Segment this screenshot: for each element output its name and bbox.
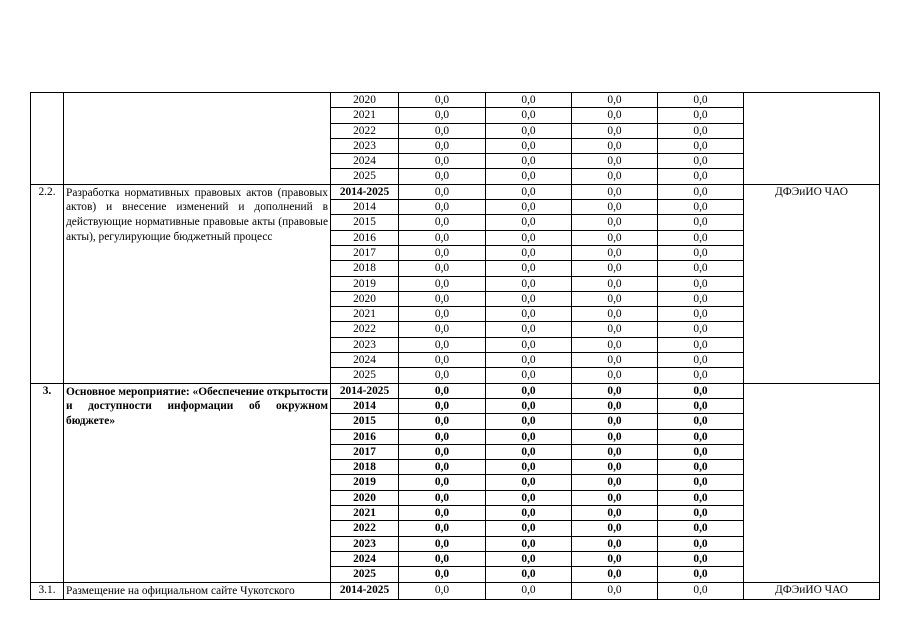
value-cell: 0,0 — [658, 154, 744, 169]
value-cell: 0,0 — [486, 383, 572, 398]
value-cell: 0,0 — [399, 551, 486, 566]
value-cell: 0,0 — [658, 475, 744, 490]
value-cell: 0,0 — [399, 184, 486, 199]
row-number-cell — [31, 93, 64, 185]
value-cell: 0,0 — [572, 245, 658, 260]
value-cell: 0,0 — [399, 261, 486, 276]
value-cell: 0,0 — [486, 536, 572, 551]
value-cell: 0,0 — [486, 490, 572, 505]
value-cell: 0,0 — [658, 245, 744, 260]
year-cell: 2025 — [331, 567, 399, 582]
budget-table — [30, 92, 880, 600]
value-cell: 0,0 — [658, 521, 744, 536]
value-cell: 0,0 — [486, 398, 572, 413]
value-cell: 0,0 — [572, 567, 658, 582]
value-cell: 0,0 — [486, 215, 572, 230]
value-cell: 0,0 — [572, 261, 658, 276]
year-cell: 2016 — [331, 230, 399, 245]
value-cell: 0,0 — [399, 169, 486, 184]
value-cell: 0,0 — [486, 337, 572, 352]
value-cell: 0,0 — [572, 200, 658, 215]
table-row — [31, 582, 880, 600]
value-cell: 0,0 — [572, 490, 658, 505]
year-cell: 2022 — [331, 322, 399, 337]
year-cell: 2023 — [331, 138, 399, 153]
value-cell: 0,0 — [399, 291, 486, 306]
value-cell: 0,0 — [486, 307, 572, 322]
value-cell: 0,0 — [486, 291, 572, 306]
year-cell: 2014-2025 — [331, 383, 399, 398]
value-cell: 0,0 — [486, 429, 572, 444]
table-row — [31, 93, 880, 108]
value-cell: 0,0 — [399, 93, 486, 108]
value-cell: 0,0 — [486, 368, 572, 383]
value-cell: 0,0 — [486, 322, 572, 337]
year-cell: 2014-2025 — [331, 582, 399, 600]
value-cell: 0,0 — [572, 123, 658, 138]
value-cell: 0,0 — [399, 398, 486, 413]
value-cell: 0,0 — [486, 475, 572, 490]
value-cell: 0,0 — [486, 230, 572, 245]
value-cell: 0,0 — [399, 414, 486, 429]
value-cell: 0,0 — [486, 582, 572, 600]
value-cell: 0,0 — [572, 460, 658, 475]
value-cell: 0,0 — [658, 291, 744, 306]
value-cell: 0,0 — [399, 475, 486, 490]
value-cell: 0,0 — [658, 322, 744, 337]
value-cell: 0,0 — [572, 184, 658, 199]
value-cell: 0,0 — [658, 368, 744, 383]
row-number-cell: 3. — [31, 383, 64, 582]
year-cell: 2015 — [331, 215, 399, 230]
value-cell: 0,0 — [572, 337, 658, 352]
table-row — [31, 383, 880, 398]
value-cell: 0,0 — [572, 383, 658, 398]
value-cell: 0,0 — [486, 184, 572, 199]
value-cell: 0,0 — [572, 414, 658, 429]
value-cell: 0,0 — [399, 490, 486, 505]
description-cell — [64, 93, 331, 185]
table-body — [31, 93, 880, 600]
year-cell: 2020 — [331, 291, 399, 306]
executor-cell: ДФЭиИО ЧАО — [744, 184, 880, 383]
value-cell: 0,0 — [658, 93, 744, 108]
value-cell: 0,0 — [658, 184, 744, 199]
value-cell: 0,0 — [572, 506, 658, 521]
value-cell: 0,0 — [572, 154, 658, 169]
value-cell: 0,0 — [399, 444, 486, 459]
row-number-cell: 3.1. — [31, 582, 64, 600]
value-cell: 0,0 — [658, 230, 744, 245]
year-cell: 2015 — [331, 414, 399, 429]
value-cell: 0,0 — [486, 154, 572, 169]
value-cell: 0,0 — [572, 429, 658, 444]
year-cell: 2019 — [331, 475, 399, 490]
value-cell: 0,0 — [658, 307, 744, 322]
value-cell: 0,0 — [399, 506, 486, 521]
value-cell: 0,0 — [658, 506, 744, 521]
year-cell: 2018 — [331, 261, 399, 276]
value-cell: 0,0 — [486, 414, 572, 429]
year-cell: 2021 — [331, 307, 399, 322]
value-cell: 0,0 — [399, 154, 486, 169]
year-cell: 2014 — [331, 200, 399, 215]
value-cell: 0,0 — [486, 108, 572, 123]
year-cell: 2024 — [331, 154, 399, 169]
value-cell: 0,0 — [572, 398, 658, 413]
value-cell: 0,0 — [399, 567, 486, 582]
value-cell: 0,0 — [399, 215, 486, 230]
value-cell: 0,0 — [399, 138, 486, 153]
year-cell: 2020 — [331, 93, 399, 108]
year-cell: 2022 — [331, 521, 399, 536]
value-cell: 0,0 — [572, 276, 658, 291]
value-cell: 0,0 — [399, 521, 486, 536]
value-cell: 0,0 — [399, 108, 486, 123]
description-cell: Размещение на официальном сайте Чукотского — [64, 582, 331, 600]
value-cell: 0,0 — [658, 536, 744, 551]
value-cell: 0,0 — [399, 123, 486, 138]
value-cell: 0,0 — [572, 444, 658, 459]
value-cell: 0,0 — [658, 460, 744, 475]
value-cell: 0,0 — [572, 551, 658, 566]
year-cell: 2014 — [331, 398, 399, 413]
value-cell: 0,0 — [486, 353, 572, 368]
year-cell: 2017 — [331, 245, 399, 260]
value-cell: 0,0 — [399, 429, 486, 444]
year-cell: 2025 — [331, 169, 399, 184]
value-cell: 0,0 — [572, 93, 658, 108]
executor-cell: ДФЭиИО ЧАО — [744, 582, 880, 600]
value-cell: 0,0 — [572, 475, 658, 490]
value-cell: 0,0 — [572, 322, 658, 337]
value-cell: 0,0 — [572, 138, 658, 153]
value-cell: 0,0 — [658, 261, 744, 276]
year-cell: 2021 — [331, 108, 399, 123]
year-cell: 2017 — [331, 444, 399, 459]
value-cell: 0,0 — [486, 551, 572, 566]
year-cell: 2016 — [331, 429, 399, 444]
executor-cell — [744, 93, 880, 185]
value-cell: 0,0 — [486, 444, 572, 459]
value-cell: 0,0 — [486, 123, 572, 138]
value-cell: 0,0 — [486, 506, 572, 521]
value-cell: 0,0 — [658, 200, 744, 215]
value-cell: 0,0 — [399, 383, 486, 398]
value-cell: 0,0 — [486, 276, 572, 291]
value-cell: 0,0 — [658, 337, 744, 352]
value-cell: 0,0 — [486, 169, 572, 184]
value-cell: 0,0 — [572, 108, 658, 123]
value-cell: 0,0 — [658, 138, 744, 153]
value-cell: 0,0 — [486, 245, 572, 260]
value-cell: 0,0 — [658, 383, 744, 398]
value-cell: 0,0 — [572, 353, 658, 368]
value-cell: 0,0 — [658, 108, 744, 123]
year-cell: 2019 — [331, 276, 399, 291]
value-cell: 0,0 — [486, 460, 572, 475]
value-cell: 0,0 — [572, 215, 658, 230]
value-cell: 0,0 — [658, 276, 744, 291]
executor-cell — [744, 383, 880, 582]
value-cell: 0,0 — [486, 567, 572, 582]
value-cell: 0,0 — [572, 521, 658, 536]
value-cell: 0,0 — [572, 291, 658, 306]
description-cell: Основное мероприятие: «Обеспечение открытости и доступности информации об окружном бюджете» — [64, 383, 331, 582]
value-cell: 0,0 — [658, 490, 744, 505]
value-cell: 0,0 — [658, 551, 744, 566]
year-cell: 2023 — [331, 337, 399, 352]
year-cell: 2018 — [331, 460, 399, 475]
value-cell: 0,0 — [572, 307, 658, 322]
value-cell: 0,0 — [658, 414, 744, 429]
year-cell: 2022 — [331, 123, 399, 138]
value-cell: 0,0 — [658, 567, 744, 582]
row-number-cell: 2.2. — [31, 184, 64, 383]
value-cell: 0,0 — [658, 444, 744, 459]
value-cell: 0,0 — [658, 582, 744, 600]
value-cell: 0,0 — [572, 230, 658, 245]
value-cell: 0,0 — [399, 536, 486, 551]
value-cell: 0,0 — [399, 230, 486, 245]
value-cell: 0,0 — [572, 368, 658, 383]
value-cell: 0,0 — [486, 200, 572, 215]
value-cell: 0,0 — [658, 169, 744, 184]
value-cell: 0,0 — [399, 307, 486, 322]
year-cell: 2014-2025 — [331, 184, 399, 199]
value-cell: 0,0 — [399, 200, 486, 215]
value-cell: 0,0 — [486, 138, 572, 153]
value-cell: 0,0 — [399, 460, 486, 475]
value-cell: 0,0 — [658, 215, 744, 230]
value-cell: 0,0 — [399, 582, 486, 600]
value-cell: 0,0 — [399, 276, 486, 291]
value-cell: 0,0 — [658, 429, 744, 444]
value-cell: 0,0 — [658, 398, 744, 413]
value-cell: 0,0 — [658, 353, 744, 368]
year-cell: 2024 — [331, 551, 399, 566]
value-cell: 0,0 — [399, 337, 486, 352]
table-row — [31, 184, 880, 199]
value-cell: 0,0 — [572, 582, 658, 600]
year-cell: 2025 — [331, 368, 399, 383]
value-cell: 0,0 — [486, 261, 572, 276]
year-cell: 2024 — [331, 353, 399, 368]
value-cell: 0,0 — [399, 322, 486, 337]
value-cell: 0,0 — [572, 536, 658, 551]
value-cell: 0,0 — [399, 245, 486, 260]
year-cell: 2020 — [331, 490, 399, 505]
value-cell: 0,0 — [572, 169, 658, 184]
value-cell: 0,0 — [399, 353, 486, 368]
budget-table-page — [30, 92, 879, 600]
year-cell: 2021 — [331, 506, 399, 521]
value-cell: 0,0 — [658, 123, 744, 138]
description-cell: Разработка нормативных правовых актов (правовых актов) и внесение изменений и дополнений в действующие нормативные правовые акты (правовые акты), регулирующие бюджетный процесс — [64, 184, 331, 383]
value-cell: 0,0 — [486, 93, 572, 108]
value-cell: 0,0 — [486, 521, 572, 536]
value-cell: 0,0 — [399, 368, 486, 383]
year-cell: 2023 — [331, 536, 399, 551]
